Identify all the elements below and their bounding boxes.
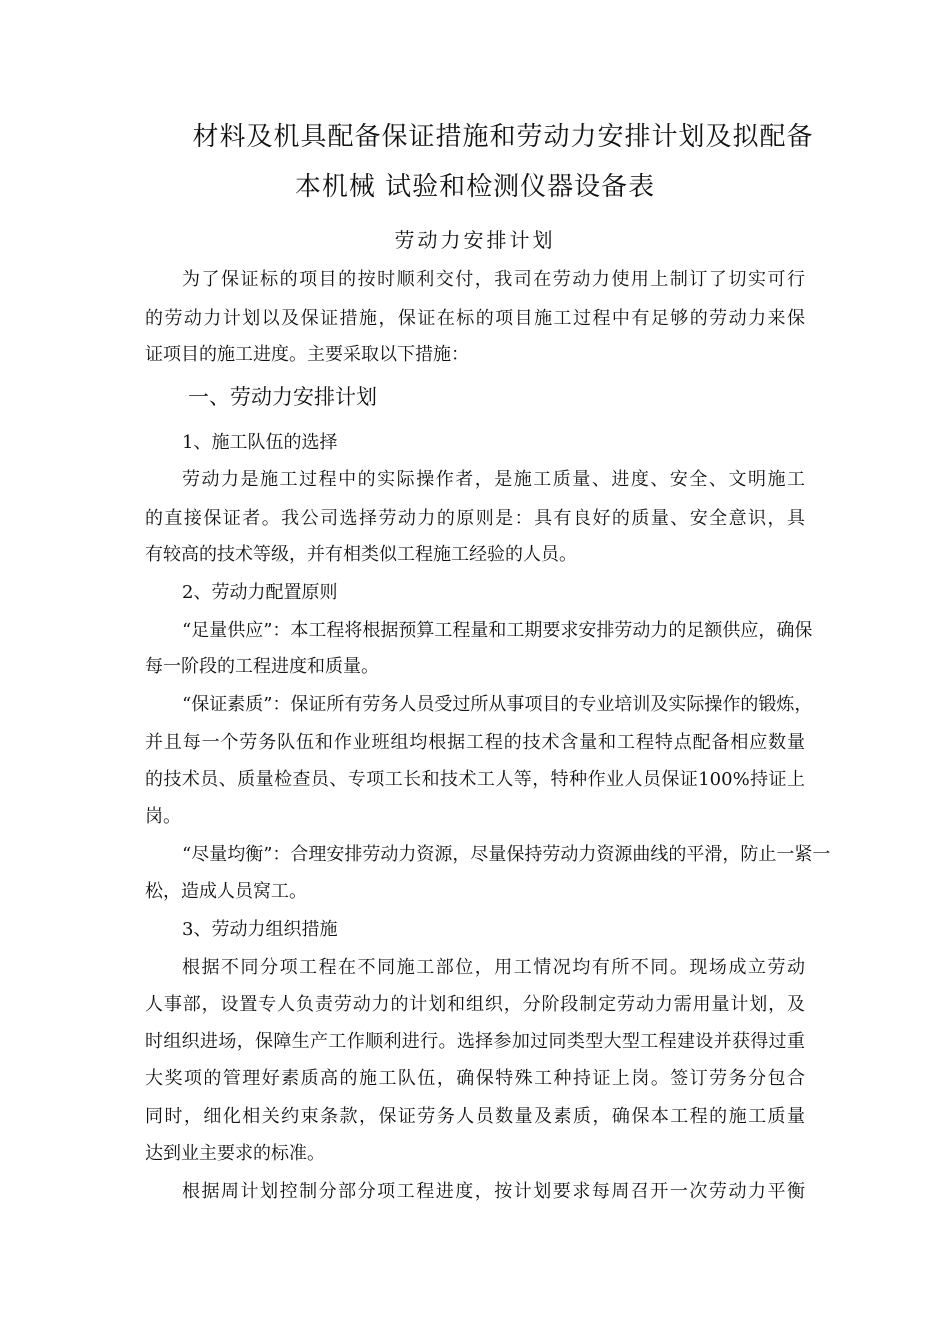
paragraph-line: 大奖项的管理好素质高的施工队伍，确保特殊工种持证上岗。签订劳务分包合 [145, 1068, 805, 1089]
paragraph-line: 的技术员、质量检查员、专项工长和技术工人等，特种作业人员保证100%持证上 [145, 769, 805, 790]
document-title-line-2: 本机械 试验和检测仪器设备表 [294, 172, 656, 202]
paragraph-line: 时组织进场，保障生产工作顺利进行。选择参加过同类型大型工程建设并获得过重 [145, 1031, 805, 1052]
subsection-heading: 2、劳动力配置原则 [182, 582, 338, 603]
section-heading: 一、劳动力安排计划 [188, 385, 377, 409]
intro-line: 为了保证标的项目的按时顺利交付，我司在劳动力使用上制订了切实可行 [182, 269, 805, 290]
paragraph-line: 人事部，设置专人负责劳动力的计划和组织，分阶段制定劳动力需用量计划，及 [145, 994, 805, 1015]
intro-line: 证项目的施工进度。主要采取以下措施： [145, 344, 469, 365]
paragraph-line: “足量供应”：本工程将根据预算工程量和工期要求安排劳动力的足额供应，确保 [182, 620, 813, 641]
paragraph-line: 的直接保证者。我公司选择劳动力的原则是：具有良好的质量、安全意识，具 [145, 508, 805, 529]
paragraph-line: 根据不同分项工程在不同施工部位，用工情况均有所不同。现场成立劳动 [182, 957, 805, 978]
subsection-heading: 3、劳动力组织措施 [182, 919, 338, 940]
document-title-line-1: 材料及机具配备保证措施和劳动力安排计划及拟配备 [192, 122, 814, 152]
paragraph-line: 根据周计划控制分部分项工程进度，按计划要求每周召开一次劳动力平衡 [182, 1181, 805, 1202]
paragraph-line: 达到业主要求的标准。 [145, 1143, 325, 1164]
document-subtitle: 劳动力安排计划 [394, 228, 556, 252]
paragraph-line: “尽量均衡”：合理安排劳动力资源，尽量保持劳动力资源曲线的平滑，防止一紧一 [182, 844, 831, 865]
paragraph-line: 有较高的技术等级，并有相类似工程施工经验的人员。 [145, 544, 577, 565]
paragraph-line: “保证素质”：保证所有劳务人员受过所从事项目的专业培训及实际操作的锻炼， [182, 694, 813, 715]
paragraph-line: 同时，细化相关约束条款，保证劳务人员数量及素质，确保本工程的施工质量 [145, 1106, 805, 1127]
intro-line: 的劳动力计划以及保证措施，保证在标的项目施工过程中有足够的劳动力来保 [145, 308, 805, 329]
subsection-heading: 1、施工队伍的选择 [182, 432, 338, 453]
paragraph-line: 劳动力是施工过程中的实际操作者，是施工质量、进度、安全、文明施工 [182, 469, 805, 490]
paragraph-line: 每一阶段的工程进度和质量。 [145, 656, 379, 677]
paragraph-line: 松，造成人员窝工。 [145, 881, 307, 902]
paragraph-line: 并且每一个劳务队伍和作业班组均根据工程的技术含量和工程特点配备相应数量 [145, 732, 805, 753]
paragraph-line: 岗。 [145, 806, 181, 827]
